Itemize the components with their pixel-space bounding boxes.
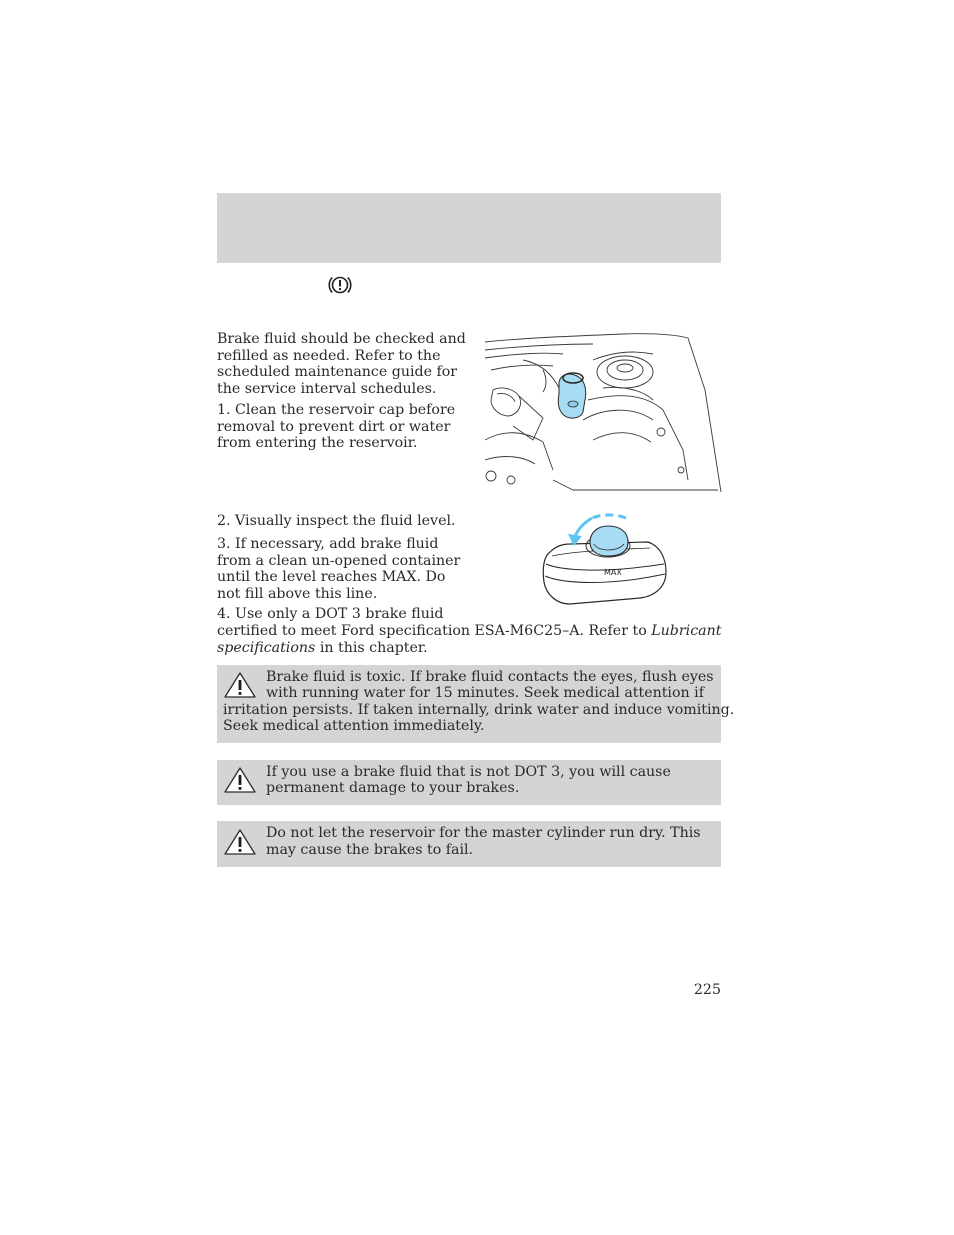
step-4-text: certified to meet Ford specification ESA-M6C25–A. Refer to [217, 623, 652, 639]
warning-dot3-line-2: permanent damage to your brakes. [266, 780, 520, 796]
step-4-line-2 [217, 623, 721, 640]
brake-warning-icon [326, 273, 354, 297]
warning-dot3-line-1: If you use a brake fluid that is not DOT 3, you will cause [266, 764, 671, 780]
step-4-line-3 [217, 640, 721, 657]
warning-toxic-line-2: with running water for 15 minutes. Seek medical attention if [266, 685, 704, 701]
max-level-label: MAX [604, 568, 622, 577]
warning-triangle-icon [223, 828, 257, 856]
step-4-line-1: 4. Use only a DOT 3 brake fluid [217, 606, 444, 622]
step-4-end-text: in this chapter. [315, 640, 428, 656]
step-3: 3. If necessary, add brake fluid from a clean un-opened container until the level reaches MAX. Do not fill above this line. [217, 536, 461, 602]
section-header-band [217, 193, 721, 263]
brake-reservoir-illustration [540, 512, 670, 608]
intro-paragraph: Brake fluid should be checked and refilled as needed. Refer to the scheduled maintenance guide for the service interval schedules. [217, 331, 466, 397]
warning-triangle-icon [223, 671, 257, 699]
warning-toxic-line-1: Brake fluid is toxic. If brake fluid contacts the eyes, flush eyes [266, 669, 714, 685]
lubricant-link-text-1: Lubricant [651, 623, 722, 639]
step-1: 1. Clean the reservoir cap before removal to prevent dirt or water from entering the reservoir. [217, 402, 456, 452]
warning-toxic-line-4: Seek medical attention immediately. [223, 718, 485, 734]
step-2: 2. Visually inspect the fluid level. [217, 513, 456, 529]
engine-compartment-illustration [483, 330, 723, 498]
lubricant-link-text-2: specifications [217, 640, 316, 656]
warning-toxic-line-3: irritation persists. If taken internally, drink water and induce vomiting. [223, 702, 735, 718]
page-number: 225 [693, 982, 721, 998]
warning-run-dry-line-2: may cause the brakes to fail. [266, 842, 474, 858]
warning-run-dry-line-1: Do not let the reservoir for the master cylinder run dry. This [266, 825, 701, 841]
warning-triangle-icon [223, 766, 257, 794]
